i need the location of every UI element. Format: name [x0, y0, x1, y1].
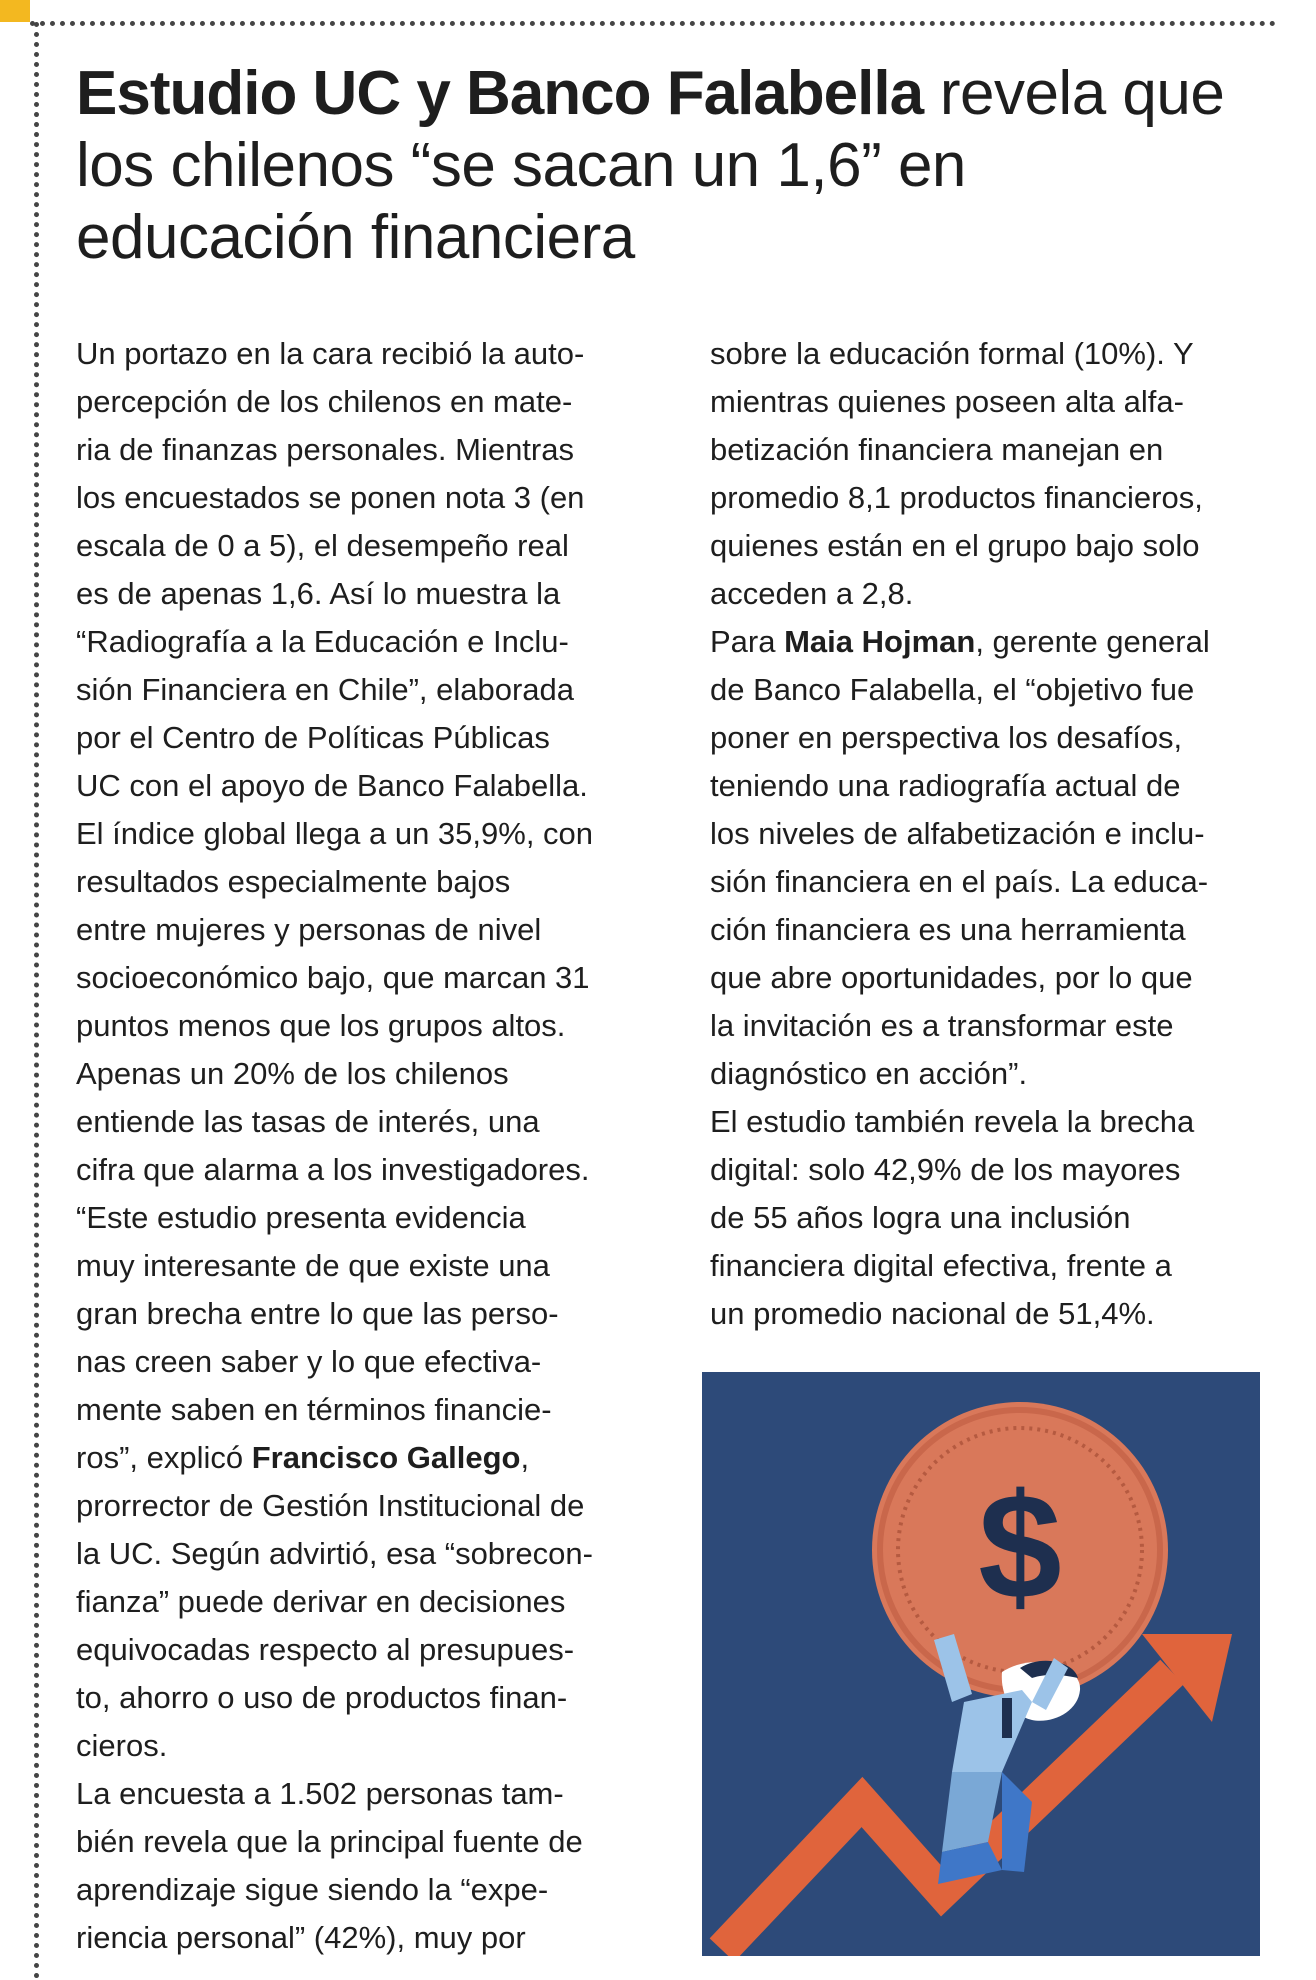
- headline-regular-part: revela que los chilenos “se sacan un 1,6” en educación financiera: [76, 59, 1225, 272]
- quote-text-after: , prorrector de Gestión Institucional de la UC. Según advirtió, esa “sobrecon- fianza” puede derivar en decisiones equivocadas respecto al presupues- to, ahorro o uso de productos finan- cieros.: [76, 1440, 593, 1763]
- person-name-gallego: Francisco Gallego: [251, 1440, 521, 1475]
- article-column-left: [76, 330, 666, 1962]
- article-headline: [76, 58, 1256, 274]
- paragraph-formal-education: sobre la educación formal (10%). Y mientras quienes poseen alta alfa- betización financiera manejan en promedio 8,1 productos financieros, quienes están en el grupo bajo solo acceden a 2,8.: [710, 336, 1203, 611]
- coin-graphic: [872, 1402, 1168, 1698]
- quote-text-before: Para: [710, 624, 785, 659]
- dotted-border-left: [34, 22, 39, 1980]
- quote-text-after: , gerente general de Banco Falabella, el “objetivo fue poner en perspectiva los desafíos, teniendo una radiografía actual de los niveles de alfabetización e inclu- sión financiera en el país. La educa- ción financiera es una herramienta que abre oportunidades, por lo que la invitación es a transformar este diagnóstico en acción”.: [710, 624, 1210, 1091]
- paragraph-global-index: El índice global llega a un 35,9%, con resultados especialmente bajos entre mujeres y personas de nivel socioeconómico bajo, que marcan 31 puntos menos que los grupos altos.: [76, 816, 594, 1043]
- paragraph-survey: La encuesta a 1.502 personas tam- bién revela que la principal fuente de aprendizaje sigue siendo la “expe- riencia personal” (42%), muy por: [76, 1776, 583, 1955]
- paragraph-interest-rates: Apenas un 20% de los chilenos entiende las tasas de interés, una cifra que alarma a los investigadores.: [76, 1056, 590, 1187]
- dollar-sign-icon: $: [978, 1462, 1062, 1630]
- headline-bold-part: Estudio UC y Banco Falabella: [76, 59, 924, 128]
- illustration-svg: [702, 1372, 1260, 1956]
- paragraph-gallego-quote: [76, 1194, 666, 1770]
- paragraph-digital-gap: El estudio también revela la brecha digital: solo 42,9% de los mayores de 55 años logra una inclusión financiera digital efectiva, frente a un promedio nacional de 51,4%.: [710, 1104, 1195, 1331]
- dotted-border-top: [30, 21, 1276, 26]
- section-accent-tab: [0, 0, 30, 22]
- quote-text-before: “Este estudio presenta evidencia muy interesante de que existe una gran brecha entre lo que las perso- nas creen saber y lo que efectiva- mente saben en términos financie- ros”, explicó: [76, 1200, 559, 1475]
- paragraph-intro: Un portazo en la cara recibió la auto- percepción de los chilenos en mate- ria de finanzas personales. Mientras los encuestados se ponen nota 3 (en escala de 0 a 5), el desempeño real es de apenas 1,6. Así lo muestra la “Radiografía a la Educación e Inclu- sión Financiera en Chile”, elaborada por el Centro de Políticas Públicas UC con el apoyo de Banco Falabella.: [76, 336, 588, 803]
- paragraph-hojman-quote: [710, 618, 1270, 1098]
- article-illustration: [702, 1372, 1260, 1956]
- person-name-hojman: Maia Hojman: [784, 624, 976, 659]
- article-column-right: [710, 330, 1270, 1338]
